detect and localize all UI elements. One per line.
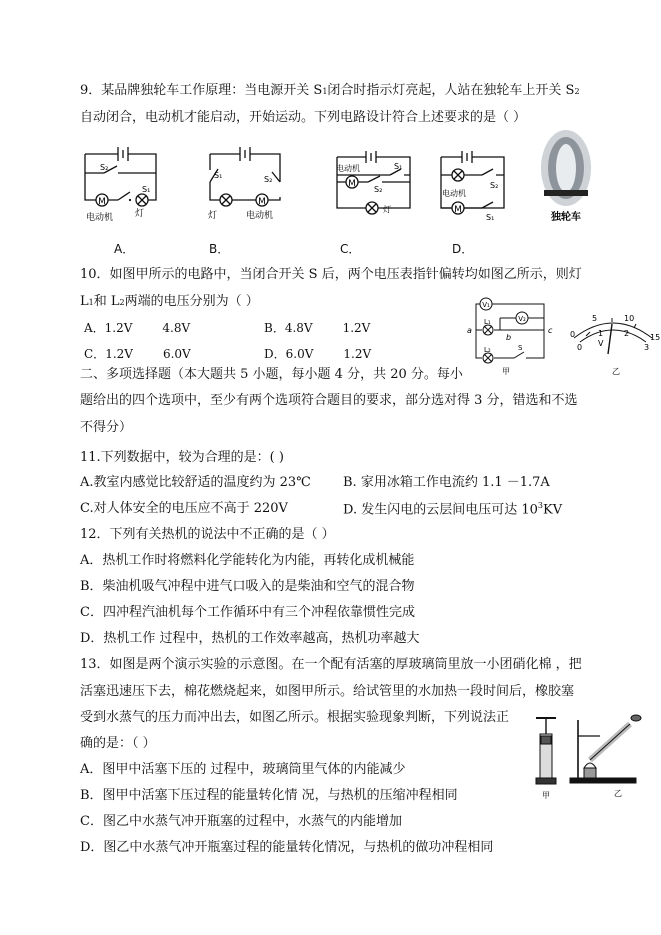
- q11-option-c: C.对人体安全的电压应不高于 220V: [80, 501, 288, 516]
- q9-option-d: D．: [452, 242, 474, 256]
- dial-inner-0: 0: [577, 343, 583, 352]
- dial-inner-2: 2: [624, 329, 630, 338]
- q13-option-d: D．图乙中水蒸气冲开瓶塞过程的能量转化情况，与热机的做功冲程相同: [80, 840, 494, 855]
- q13-option-b: B．图甲中活塞下压过程的能量转化情 况，与热机的压缩冲程相同: [80, 788, 458, 803]
- q10-option-b: B．4.8V 1.2V: [264, 321, 371, 335]
- lamp-label: 灯: [135, 209, 145, 219]
- motor-symbol: M: [348, 179, 356, 189]
- s2-label: S₂: [490, 181, 499, 190]
- motor-label: 电动机: [442, 189, 466, 198]
- q10-option-a: A．1.2V 4.8V: [84, 321, 191, 335]
- motor-symbol: M: [258, 197, 266, 207]
- q12-option-c: C．四冲程汽油机每个工作循环中有三个冲程依靠惯性完成: [80, 605, 415, 620]
- lamp-label: 灯: [383, 205, 391, 214]
- v1-label: V₁: [482, 301, 490, 309]
- caption-jia: 甲: [542, 791, 550, 800]
- section2-line3: 不得分）: [80, 420, 133, 435]
- section2-line1: 二、多项选择题（本大题共 5 小题，每小题 4 分，共 20 分。每小: [80, 367, 463, 382]
- q13-option-c: C．图乙中水蒸气冲开瓶塞的过程中，水蒸气的内能增加: [80, 814, 402, 829]
- q9-circuit-b: [206, 142, 286, 224]
- l2-label: L₂: [484, 346, 491, 354]
- q13-figure-yi: [566, 706, 648, 800]
- q12-option-b: B．柴油机吸气冲程中进气口吸入的是柴油和空气的混合物: [80, 579, 415, 594]
- q10-line2: L1和 L2两端的电压分别为（ ）: [80, 294, 259, 309]
- dial-outer-0: 0: [570, 330, 576, 339]
- dial-inner-3: 3: [644, 343, 650, 352]
- motor-label: 电动机: [336, 164, 360, 173]
- dial-outer-15: 15: [650, 333, 661, 342]
- dial-inner-1: 1: [598, 329, 604, 338]
- dial-outer-5: 5: [592, 314, 598, 323]
- q10-figure-jia: [466, 296, 560, 378]
- l1-label: L₁: [484, 318, 491, 326]
- q9-line2: 自动闭合，电动机才能启动，开始运动。下列电路设计符合上述要求的是（ ）: [80, 110, 527, 125]
- q11-option-a: A.教室内感觉比较舒适的温度约为 23℃: [80, 475, 311, 490]
- q9-line1: 9．某品牌独轮车工作原理：当电源开关 S1闭合时指示灯亮起，人站在独轮车上开关 S2: [80, 83, 580, 98]
- switch-s: S: [518, 344, 523, 352]
- q13-figure-jia: [528, 710, 564, 800]
- q12-option-a: A．热机工作时将燃料化学能转化为内能，再转化成机械能: [80, 553, 415, 568]
- point-c: c: [548, 326, 553, 335]
- motor-label: 电动机: [86, 213, 114, 223]
- s1-label: S₁: [486, 213, 495, 222]
- q11-stem: 11.下列数据中，较为合理的是：( ): [80, 450, 284, 465]
- q13-option-a: A．图甲中活塞下压的 过程中，玻璃筒里气体的内能减少: [80, 762, 406, 777]
- caption-yi: 乙: [614, 789, 622, 798]
- motor-symbol: M: [98, 197, 106, 207]
- q12-stem: 12．下列有关热机的说法中不正确的是（ ）: [80, 527, 335, 542]
- q10-option-d: D．6.0V 1.2V: [264, 347, 372, 361]
- q9-circuit-d: [438, 150, 508, 220]
- q12-option-d: D．热机工作 过程中，热机的工作效率越高，热机功率越大: [80, 631, 420, 646]
- unicycle-image: [536, 128, 596, 228]
- q11-option-b: B. 家用冰箱工作电流约 1.1 －1.7A: [343, 475, 550, 490]
- s2-label: S₂: [374, 185, 383, 194]
- dial-outer-10: 10: [624, 314, 635, 323]
- q13-line2: 活塞迅速压下去，棉花燃烧起来，如图甲所示。给试管里的水加热一段时间后，橡胶塞: [80, 684, 575, 699]
- point-b: b: [506, 333, 512, 342]
- motor-label: 电动机: [246, 211, 274, 221]
- q9-circuit-c: [334, 150, 414, 220]
- section2-line2: 题给出的四个选项中，至少有两个选项符合题目的要求，部分选对得 3 分，错选和不选: [80, 393, 578, 408]
- caption-jia: 甲: [502, 367, 510, 376]
- q10-figure-yi: [568, 310, 660, 380]
- s1-label: S₁: [214, 171, 223, 180]
- caption-yi: 乙: [612, 367, 620, 376]
- q13-line4: 确的是：（ ）: [80, 736, 156, 751]
- point-a: a: [467, 326, 472, 335]
- q9-option-b: B．: [209, 242, 230, 256]
- q10-option-c: C．1.2V 6.0V: [84, 347, 191, 361]
- s2-label: S₂: [264, 175, 273, 184]
- q11-option-d: D. 发生闪电的云层间电压可达 $10^3KV$: [343, 501, 563, 518]
- s1-label: S₁: [394, 162, 403, 171]
- v2-label: V₂: [518, 315, 526, 323]
- dial-unit: V: [598, 339, 604, 348]
- q13-line1: 13．如图是两个演示实验的示意图。在一个配有活塞的厚玻璃筒里放一小团硝化棉 ，把: [80, 657, 582, 672]
- s1-label: S₁: [142, 185, 151, 194]
- q9-option-a: A．: [114, 242, 135, 256]
- q9-circuit-a: [80, 142, 166, 224]
- q13-line3: 受到水蒸气的压力而冲出去，如图乙所示。根据实验现象判断，下列说法正: [80, 710, 510, 725]
- unicycle-caption: 独轮车: [551, 212, 581, 223]
- q9-option-c: C．: [340, 242, 361, 256]
- s2-label: S₂: [100, 163, 109, 172]
- q10-line1: 10．如图甲所示的电路中，当闭合开关 S 后，两个电压表指针偏转均如图乙所示，则灯: [80, 267, 582, 282]
- lamp-label: 灯: [208, 211, 218, 221]
- motor-symbol: M: [454, 205, 462, 215]
